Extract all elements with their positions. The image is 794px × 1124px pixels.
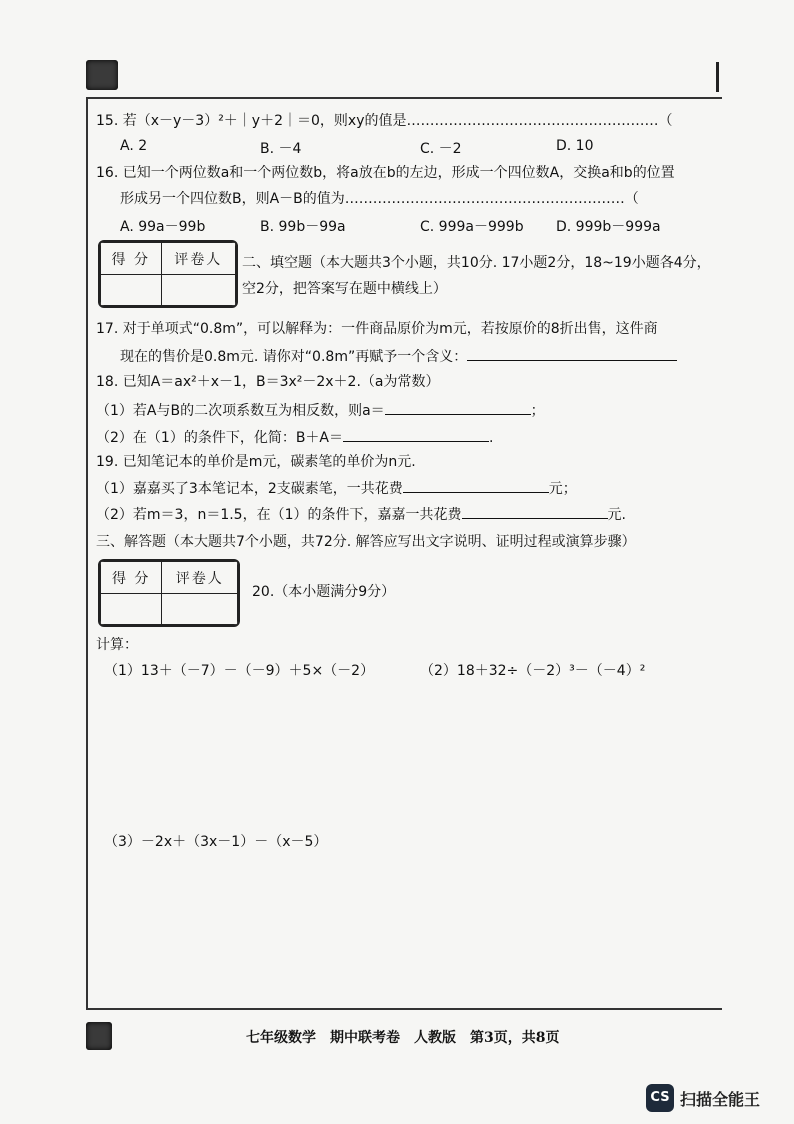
- q18-part2-blank[interactable]: [343, 427, 489, 442]
- q18-part2-end: .: [489, 430, 494, 446]
- q19-part1-end: 元；: [548, 481, 577, 497]
- q20-part2: （2）18＋32÷（－2）³－（－4）²: [420, 663, 646, 679]
- camscanner-logo-icon: CS: [646, 1084, 674, 1112]
- score-box-section2: [98, 240, 238, 308]
- q15-option-d: D. 10: [556, 138, 594, 154]
- section3-title: 三、解答题（本大题共7个小题，共72分. 解答应写出文字说明、证明过程或演算步骤）: [96, 534, 636, 550]
- q18-part1-blank[interactable]: [385, 400, 531, 415]
- q16-option-b: B. 99b－99a: [260, 219, 346, 235]
- q17-line1: 17. 对于单项式“0.8m”，可以解释为：一件商品原价为m元，若按原价的8折出售，这件商: [96, 321, 658, 337]
- camscanner-watermark-text: 扫描全能王: [680, 1090, 761, 1109]
- q15-option-c: C. －2: [420, 141, 462, 157]
- q19-part1-blank[interactable]: [403, 478, 549, 493]
- q18-part1: [96, 400, 545, 420]
- q19-part2-text: （2）若m＝3，n＝1.5，在（1）的条件下，嘉嘉一共花费: [96, 507, 462, 523]
- q15-stem: 15. 若（x－y－3）²＋｜y＋2｜＝0，则xy的值是………………………………………………（: [96, 113, 673, 129]
- q19-stem: 19. 已知笔记本的单价是m元，碳素笔的单价为n元.: [96, 454, 416, 470]
- q17-line2: [120, 346, 677, 366]
- q20-title: 20.（本小题满分9分）: [252, 584, 396, 600]
- q19-part2: [96, 504, 626, 524]
- registration-mark-top: [86, 60, 118, 90]
- grader-cell[interactable]: [162, 594, 238, 625]
- section2-title-line1: 二、填空题（本大题共3个小题，共10分. 17小题2分，18~19小题各4分，: [242, 255, 711, 271]
- score-header: 得 分: [101, 243, 162, 275]
- binding-line: [716, 62, 719, 92]
- q16-stem-line2: 形成另一个四位数B，则A－B的值为……………………………………………………（: [120, 191, 639, 207]
- q16-option-c: C. 999a－999b: [420, 219, 524, 235]
- q18-part2: [96, 427, 493, 447]
- q19-part1: [96, 478, 577, 498]
- q17-line2-text: 现在的售价是0.8m元. 请你对“0.8m”再赋予一个含义：: [120, 349, 468, 365]
- q15-options: [120, 138, 720, 156]
- score-cell[interactable]: [101, 594, 162, 625]
- q18-part1-end: ；: [530, 403, 545, 419]
- q15-option-b: B. －4: [260, 141, 302, 157]
- q20-part3: （3）－2x＋（3x－1）－（x－5）: [104, 834, 328, 850]
- grader-cell[interactable]: [161, 275, 235, 306]
- score-header: 得 分: [101, 562, 162, 594]
- page-footer: 七年级数学 期中联考卷 人教版 第3页，共8页: [246, 1030, 560, 1046]
- q19-part2-end: 元.: [607, 507, 626, 523]
- q15-option-a: A. 2: [120, 138, 148, 154]
- q16-option-a: A. 99a－99b: [120, 219, 206, 235]
- score-cell[interactable]: [101, 275, 162, 306]
- q19-part2-blank[interactable]: [462, 504, 608, 519]
- q20-calc-label: 计算：: [96, 637, 138, 653]
- grader-header: 评卷人: [161, 243, 235, 275]
- grader-header: 评卷人: [162, 562, 238, 594]
- q18-part2-text: （2）在（1）的条件下，化简：B＋A＝: [96, 430, 343, 446]
- q20-part1: （1）13＋（－7）－（－9）＋5×（－2）: [104, 663, 375, 679]
- q18-stem: 18. 已知A＝ax²＋x－1，B＝3x²－2x＋2.（a为常数）: [96, 374, 440, 390]
- q16-stem-line1: 16. 已知一个两位数a和一个两位数b，将a放在b的左边，形成一个四位数A，交换a和b的位置: [96, 165, 675, 181]
- q16-options: [120, 216, 720, 234]
- q19-part1-text: （1）嘉嘉买了3本笔记本，2支碳素笔，一共花费: [96, 481, 403, 497]
- q17-answer-blank[interactable]: [467, 346, 677, 361]
- frame-top-rule: [86, 97, 722, 99]
- frame-left-rule: [86, 97, 88, 1009]
- section2-title-line2: 空2分，把答案写在题中横线上）: [242, 281, 447, 297]
- registration-mark-bottom: [86, 1022, 112, 1050]
- frame-bottom-rule: [86, 1008, 722, 1010]
- q18-part1-text: （1）若A与B的二次项系数互为相反数，则a＝: [96, 403, 385, 419]
- q16-option-d: D. 999b－999a: [556, 219, 661, 235]
- score-box-q20: [98, 559, 240, 627]
